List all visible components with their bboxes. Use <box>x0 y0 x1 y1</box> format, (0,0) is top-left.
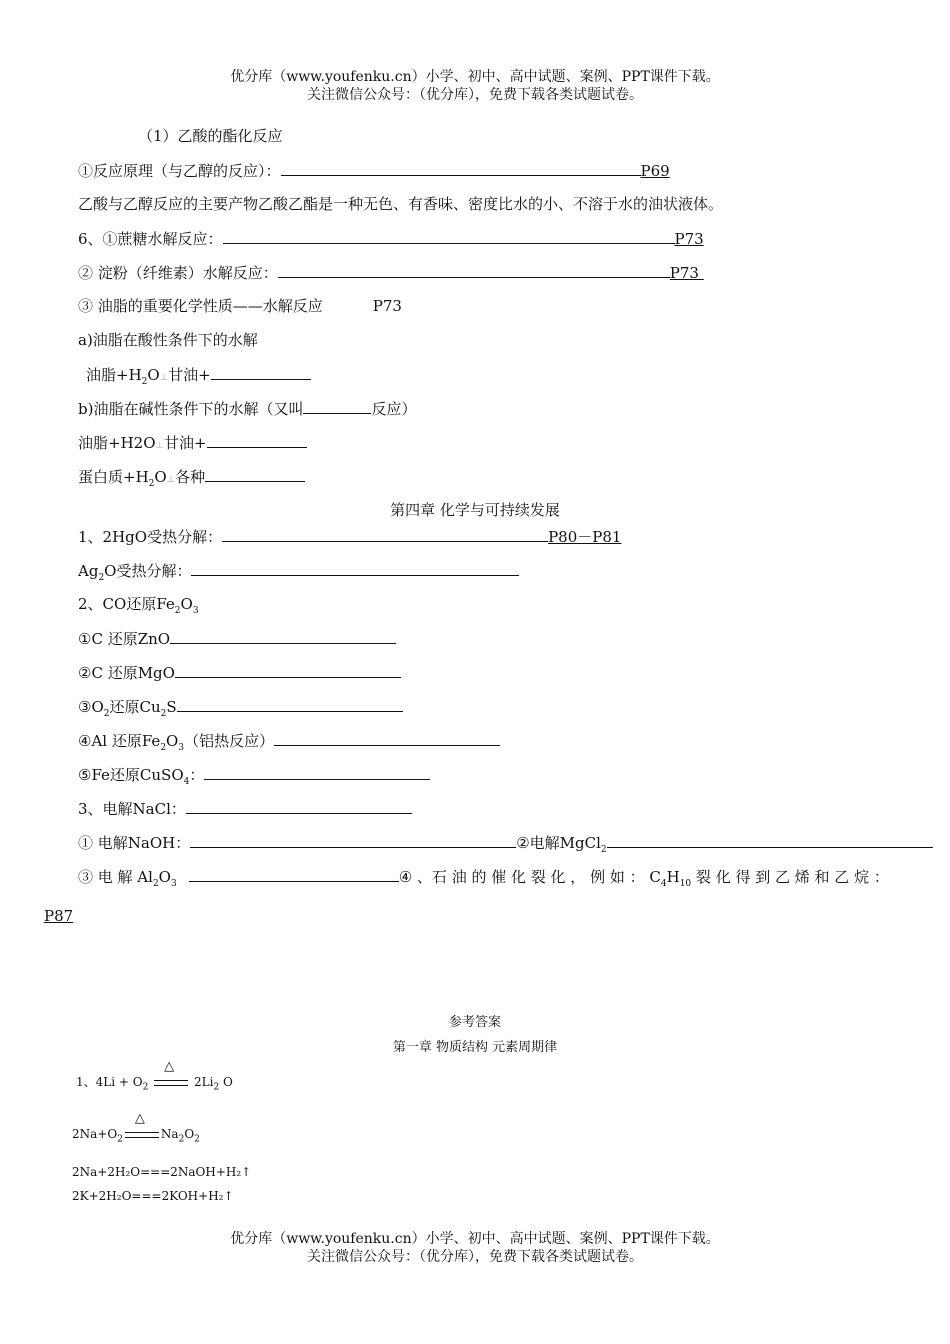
starch-line <box>78 262 704 283</box>
principle-blank[interactable] <box>281 160 641 176</box>
sucrose-blank[interactable] <box>223 228 675 244</box>
mgcl2-blank[interactable] <box>607 832 933 848</box>
delta-icon: △ <box>134 1110 145 1126</box>
nacl-electrolysis-line: 3、电解NaCl： <box>78 798 412 819</box>
chapter4-title: 第四章 化学与可持续发展 <box>390 501 560 519</box>
answer-eq-k-water: 2K+2H₂O===2KOH+H₂↑ <box>72 1189 234 1203</box>
answer-eq-na-o2: $2Na+O_2$ △ $Na_2O_2$ <box>72 1110 200 1145</box>
al2o3-blank[interactable] <box>189 866 399 882</box>
fat-label: ③ 油脂的重要化学性质——水解反应 <box>78 297 323 315</box>
c-zno-blank[interactable] <box>170 628 396 644</box>
naoh-mgcl2-line: ① 电解NaOH： ②电解MgCl$_2$ <box>78 832 933 860</box>
fe-cuso4-line: ⑤Fe还原CuSO$_4$： <box>78 764 430 792</box>
sucrose-label: 6、①蔗糖水解反应： <box>78 230 223 248</box>
al2o3-cracking-line: ③ 电 解 $Al_2O_3$ ④ 、石 油 的 催 化 裂 化 ， 例 如 ： $C_4H_{10}$ 裂 化 得 到 乙 烯 和 乙 烷 ： <box>78 868 889 889</box>
acid-product-blank[interactable] <box>211 364 311 380</box>
co-reduction-line: 2、CO还原$Fe_2O_3$ <box>78 595 199 616</box>
protein-product-blank[interactable] <box>205 466 305 482</box>
ag2o-line: $Ag_2O$受热分解： <box>78 560 519 588</box>
o2-cu2s-line: $③O_2$还原$Cu_2S$ <box>78 696 403 724</box>
principle-page: P69 <box>640 162 670 180</box>
arrow-watermark-icon: ⊥ <box>155 441 164 451</box>
esterification-title: （1）乙酸的酯化反应 <box>138 127 283 145</box>
principle-label: ①反应原理（与乙醇的反应）： <box>78 162 281 180</box>
answer-eq-na-water: 2Na+2H₂O===2NaOH+H₂↑ <box>72 1165 252 1179</box>
header-line-2: 关注微信公众号：（优分库），免费下载各类试题试卷。 <box>307 87 643 103</box>
c-mgo-blank[interactable] <box>175 662 401 678</box>
heat-equals-sign <box>152 1058 190 1091</box>
heat-equals-sign <box>123 1110 161 1143</box>
hgo-line: 1、2HgO受热分解： P80－P81 <box>78 528 622 546</box>
footer-line-1: 优分库（www.youfenku.cn）小学、初中、高中试题、案例、PPT课件下载。 <box>230 1231 720 1247</box>
base-hydrolysis-label: b)油脂在碱性条件下的水解（又叫 反应） <box>78 400 417 418</box>
footer-line-2: 关注微信公众号：（优分库），免费下载各类试题试卷。 <box>307 1249 643 1265</box>
acid-hydrolysis-label: a)油脂在酸性条件下的水解 <box>78 331 258 349</box>
o2-cu2s-blank[interactable] <box>177 696 403 712</box>
ethyl-acetate-description: 乙酸与乙醇反应的主要产物乙酸乙酯是一种无色、有香味、密度比水的小、不溶于水的油状液体。 <box>78 195 724 213</box>
c-mgo-line: ②C 还原MgO <box>78 662 401 683</box>
naoh-blank[interactable] <box>190 832 516 848</box>
al-fe2o3-line: ④Al 还原$Fe_2O_3$（铝热反应） <box>78 730 500 758</box>
cracking-page: P87 <box>44 907 74 925</box>
fe-cuso4-blank[interactable] <box>204 764 430 780</box>
fat-page: P73 <box>372 297 402 315</box>
header-line-1: 优分库（www.youfenku.cn）小学、初中、高中试题、案例、PPT课件下载。 <box>230 69 720 85</box>
sucrose-page: P73 <box>674 230 704 248</box>
arrow-watermark-icon: ⊥ <box>166 475 176 485</box>
base-product-blank[interactable] <box>207 432 307 448</box>
starch-label: ② 淀粉（纤维素）水解反应： <box>78 264 278 282</box>
sucrose-line <box>78 228 704 249</box>
delta-icon: △ <box>164 1058 175 1074</box>
al-fe2o3-blank[interactable] <box>274 730 500 746</box>
base-hydrolysis-equation: 油脂+H2O⊥甘油+ <box>78 432 307 456</box>
c-zno-line: ①C 还原ZnO <box>78 628 396 649</box>
hgo-blank[interactable] <box>222 526 548 542</box>
nacl-blank[interactable] <box>186 798 412 814</box>
fat-line <box>78 296 402 316</box>
hgo-page: P80－P81 <box>548 528 622 546</box>
arrow-watermark-icon: ⊥ <box>159 373 169 383</box>
starch-page: P73 <box>669 264 699 282</box>
saponification-blank[interactable] <box>303 398 371 414</box>
starch-blank[interactable] <box>278 262 670 278</box>
answer-eq-li: 1、$4Li + O_2$ △ $2Li_2$ O <box>76 1058 233 1093</box>
answers-chapter1: 第一章 物质结构 元素周期律 <box>392 1040 558 1055</box>
acid-hydrolysis-equation: 油脂$+H_2O\perp$甘油+ <box>86 364 311 392</box>
ag2o-blank[interactable] <box>191 560 519 576</box>
answers-title: 参考答案 <box>448 1015 501 1030</box>
protein-hydrolysis-equation: 蛋白质$+H_2O\perp$各种 <box>78 466 305 494</box>
principle-line <box>78 160 670 181</box>
